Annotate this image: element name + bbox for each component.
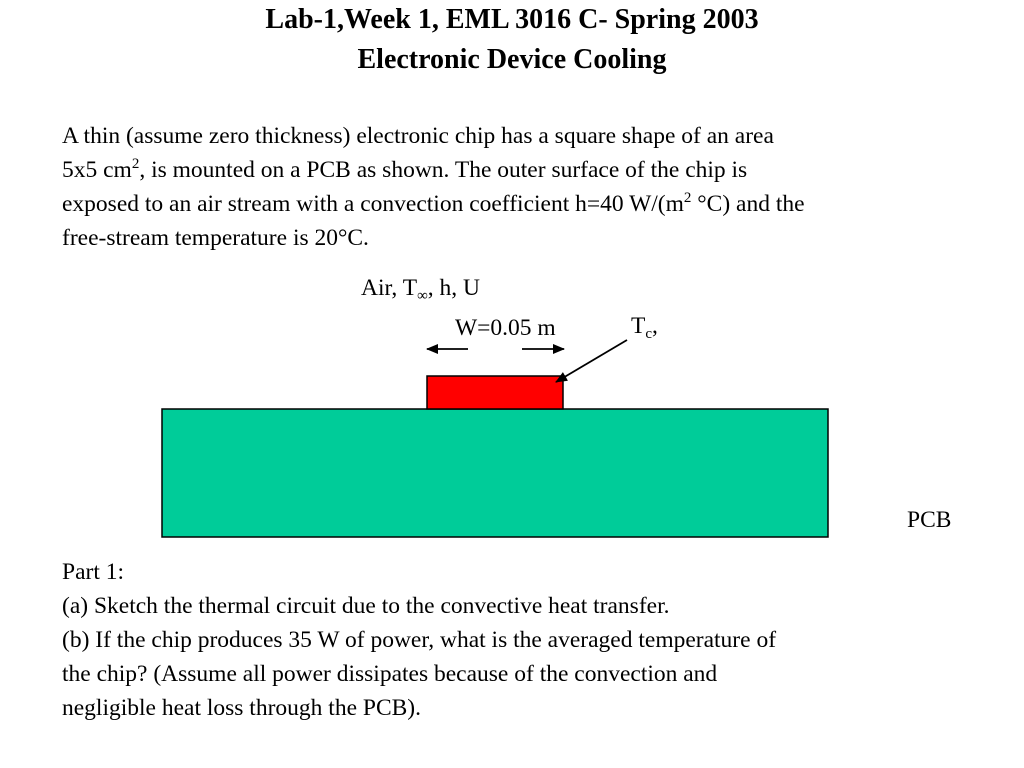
tc-subscript: c [645,326,653,342]
coefficient-text: exposed to an air stream with a convection coefficient h=40 W/(m [62,191,684,217]
air-label-text: Air, T [361,275,418,301]
question-b-line-2: the chip? (Assume all power dissipates because of the convection and [62,661,718,687]
question-a: (a) Sketch the thermal circuit due to the convective heat transfer. [62,593,670,619]
problem-statement [62,119,992,255]
infinity-subscript: ∞ [417,288,428,304]
chip-temperature-label [631,312,658,340]
statement-line-2 [62,153,992,187]
tc-comma: , [652,313,658,339]
statement-line-3 [62,187,992,221]
pcb-board [162,409,828,537]
question-b-line-3: negligible heat loss through the PCB). [62,695,421,721]
area-text: 5x5 cm [62,157,132,183]
coefficient-unit-text: °C) and the [691,191,805,217]
page-subtitle: Electronic Device Cooling [357,44,667,75]
tc-letter: T [631,313,646,339]
page-title: Lab-1,Week 1, EML 3016 C- Spring 2003 [265,4,759,35]
air-stream-label [361,274,480,302]
mounted-text: , is mounted on a PCB as shown. The outer surface of the chip is [139,157,748,183]
tc-pointer-arrow [556,340,627,382]
part-1-section [62,555,1002,725]
chip [427,376,563,409]
air-label-params: , h, U [427,275,481,301]
pcb-label: PCB [907,507,952,533]
statement-line-4: free-stream temperature is 20°C. [62,225,369,251]
statement-line-1: A thin (assume zero thickness) electronic chip has a square shape of an area [62,123,774,149]
question-b-line-1: (b) If the chip produces 35 W of power, what is the averaged temperature of [62,627,777,653]
area-exponent: 2 [131,156,140,172]
coefficient-exponent: 2 [683,190,692,206]
part-1-heading: Part 1: [62,559,125,585]
width-label: W=0.05 m [455,315,556,341]
